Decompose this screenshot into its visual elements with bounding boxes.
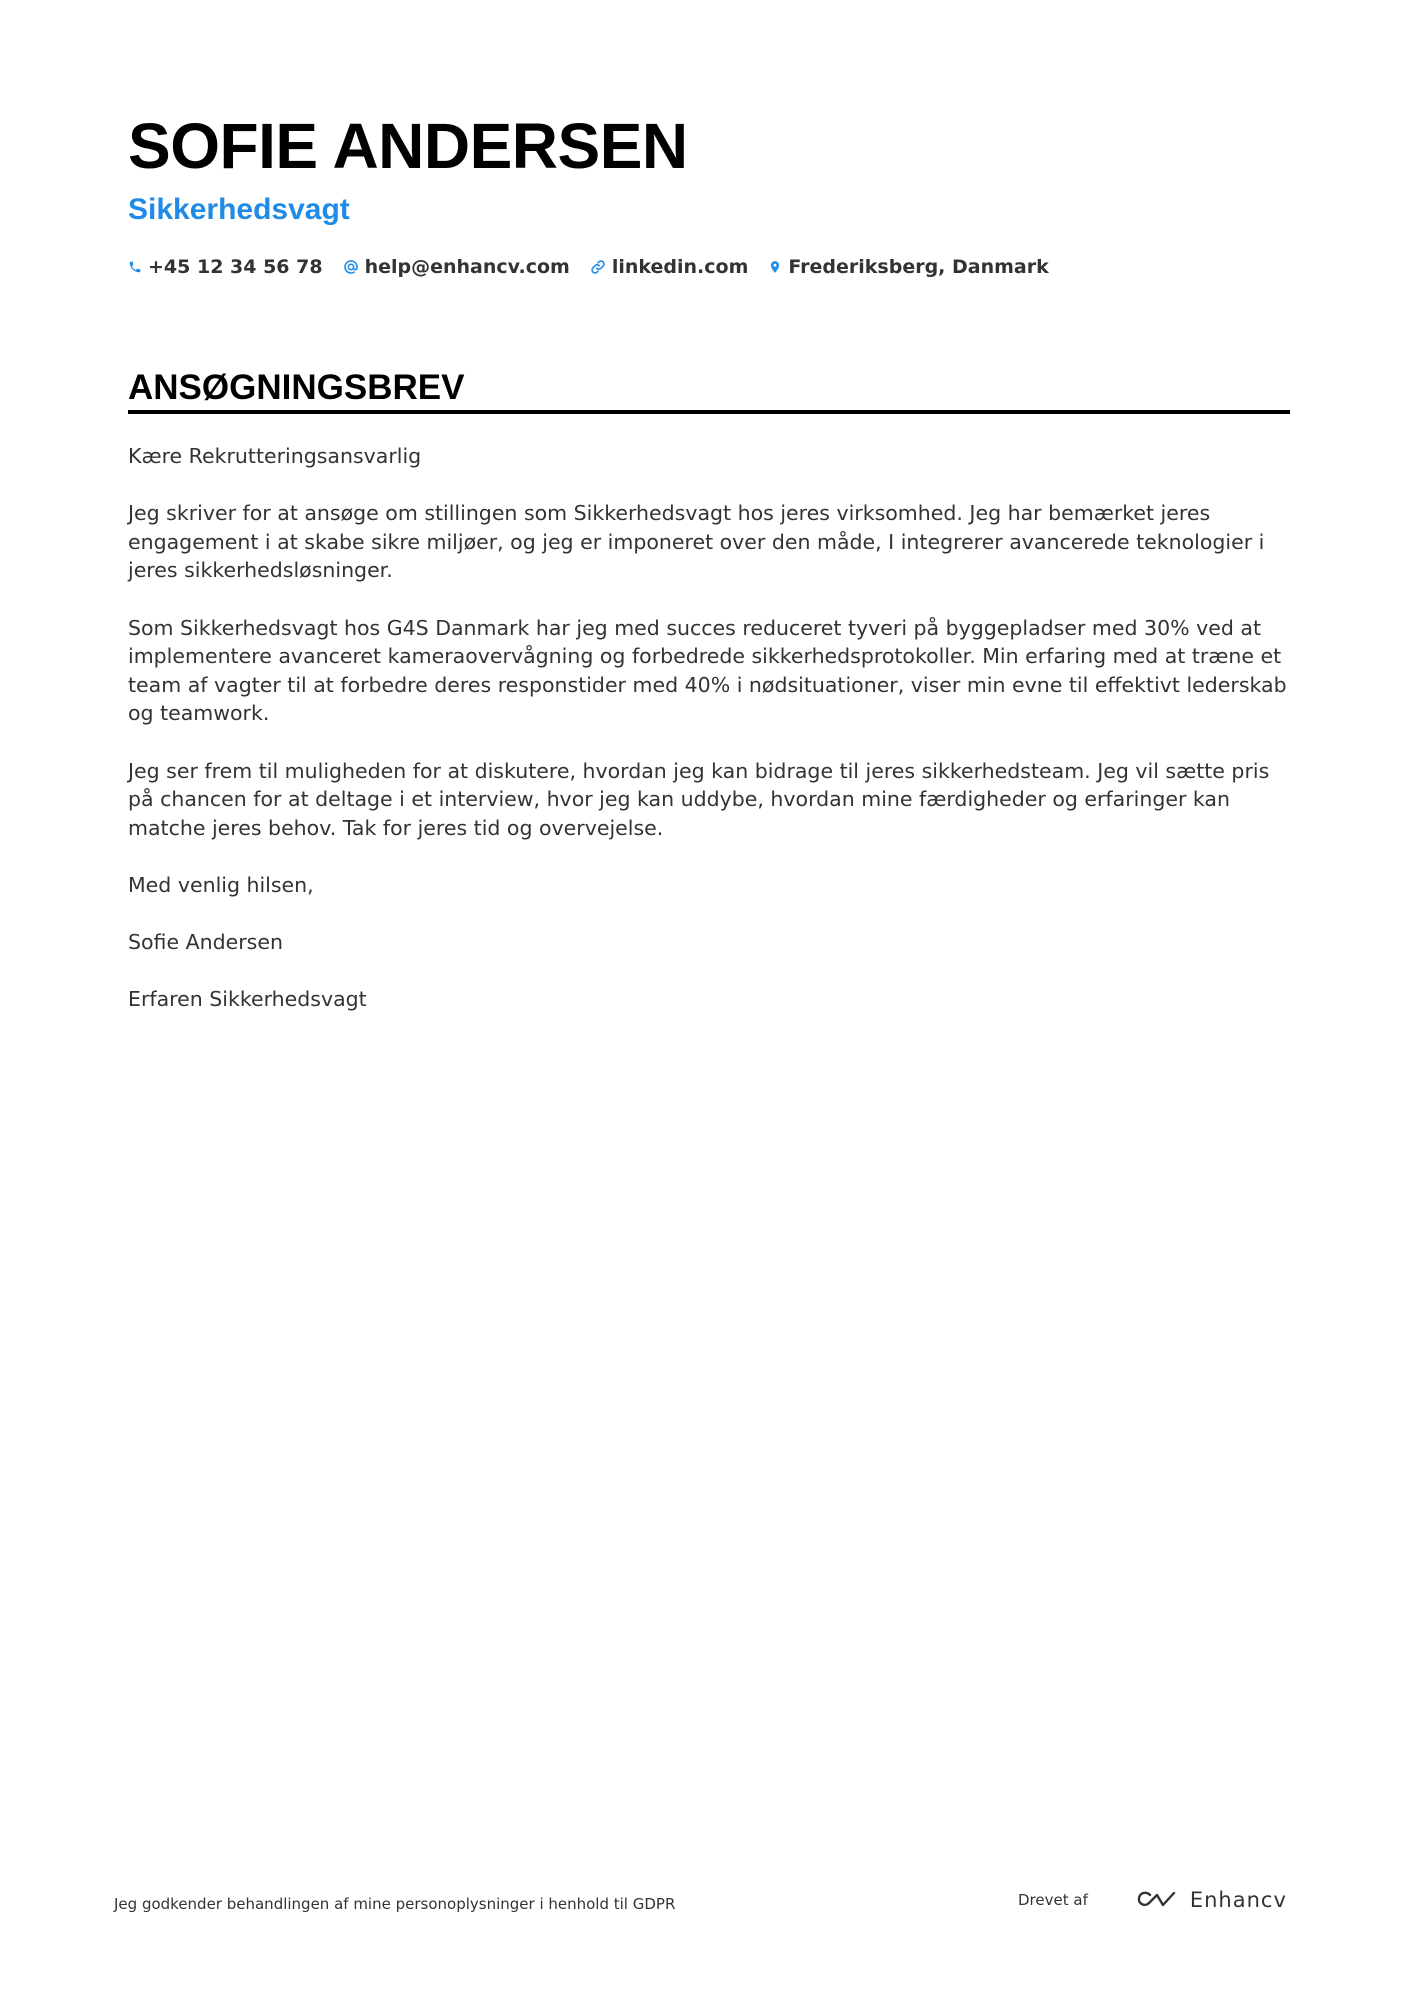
brand-name: Enhancv [1189, 1888, 1287, 1912]
contact-phone [128, 254, 323, 280]
contact-bar [128, 254, 1049, 280]
email-text[interactable]: help@enhancv.com [364, 256, 570, 278]
section-divider [128, 410, 1290, 414]
letter-paragraph: Jeg skriver for at ansøge om stillingen som Sikkerhedsvagt hos jeres virksomhed. Jeg har bemærket jeres engagement i at skabe sikre miljøer, og jeg er imponeret over den måde, I integrerer avancerede teknologier i jeres sikkerhedsløsninger. [128, 501, 1265, 583]
letter-paragraph: Som Sikkerhedsvagt hos G4S Danmark har jeg med succes reduceret tyveri på byggepladser med 30% ved at implementere avanceret kameraovervågning og forbedrede sikkerhedsprotokoller. Min erfaring med at træne et team af vagter til at forbedre deres responstider med 40% i nødsituationer, viser min evne til effektivt lederskab og teamwork. [128, 615, 1287, 726]
letter-salutation: Kære Rekrutteringsansvarlig [128, 444, 422, 468]
enhancv-logo-mark [1136, 1888, 1182, 1912]
map-pin-icon [768, 259, 782, 275]
contact-location [768, 254, 1048, 280]
contact-website[interactable] [590, 254, 749, 280]
gdpr-consent: Jeg godkender behandlingen af mine personoplysninger i henhold til GDPR [114, 1895, 676, 1913]
contact-email[interactable] [343, 254, 570, 280]
powered-by-label: Drevet af [1018, 1891, 1088, 1909]
enhancv-logo[interactable] [1136, 1888, 1287, 1912]
letter-body [128, 442, 1290, 1042]
phone-text: +45 12 34 56 78 [148, 256, 323, 278]
link-icon [590, 259, 606, 275]
signature-name: Sofie Andersen [128, 930, 283, 955]
at-icon [343, 259, 359, 275]
letter-closing: Med venlig hilsen, [128, 872, 314, 897]
signature-title: Erfaren Sikkerhedsvagt [128, 987, 367, 1012]
website-text[interactable]: linkedin.com [611, 256, 749, 278]
phone-icon [128, 260, 142, 274]
footer-brand[interactable] [1018, 1888, 1287, 1912]
letter-paragraph: Jeg ser frem til muligheden for at diskutere, hvordan jeg kan bidrage til jeres sikkerhedsteam. Jeg vil sætte pris på chancen for at deltage i et interview, hvor jeg kan uddybe, hvordan mine færdigheder og erfaringer kan matche jeres behov. Tak for jeres tid og overvejelse. [128, 758, 1270, 840]
job-title: Sikkerhedsvagt [128, 193, 350, 226]
candidate-name: SOFIE ANDERSEN [128, 110, 688, 182]
section-title: ANSØGNINGSBREV [128, 368, 465, 407]
location-text: Frederiksberg, Danmark [788, 256, 1049, 278]
